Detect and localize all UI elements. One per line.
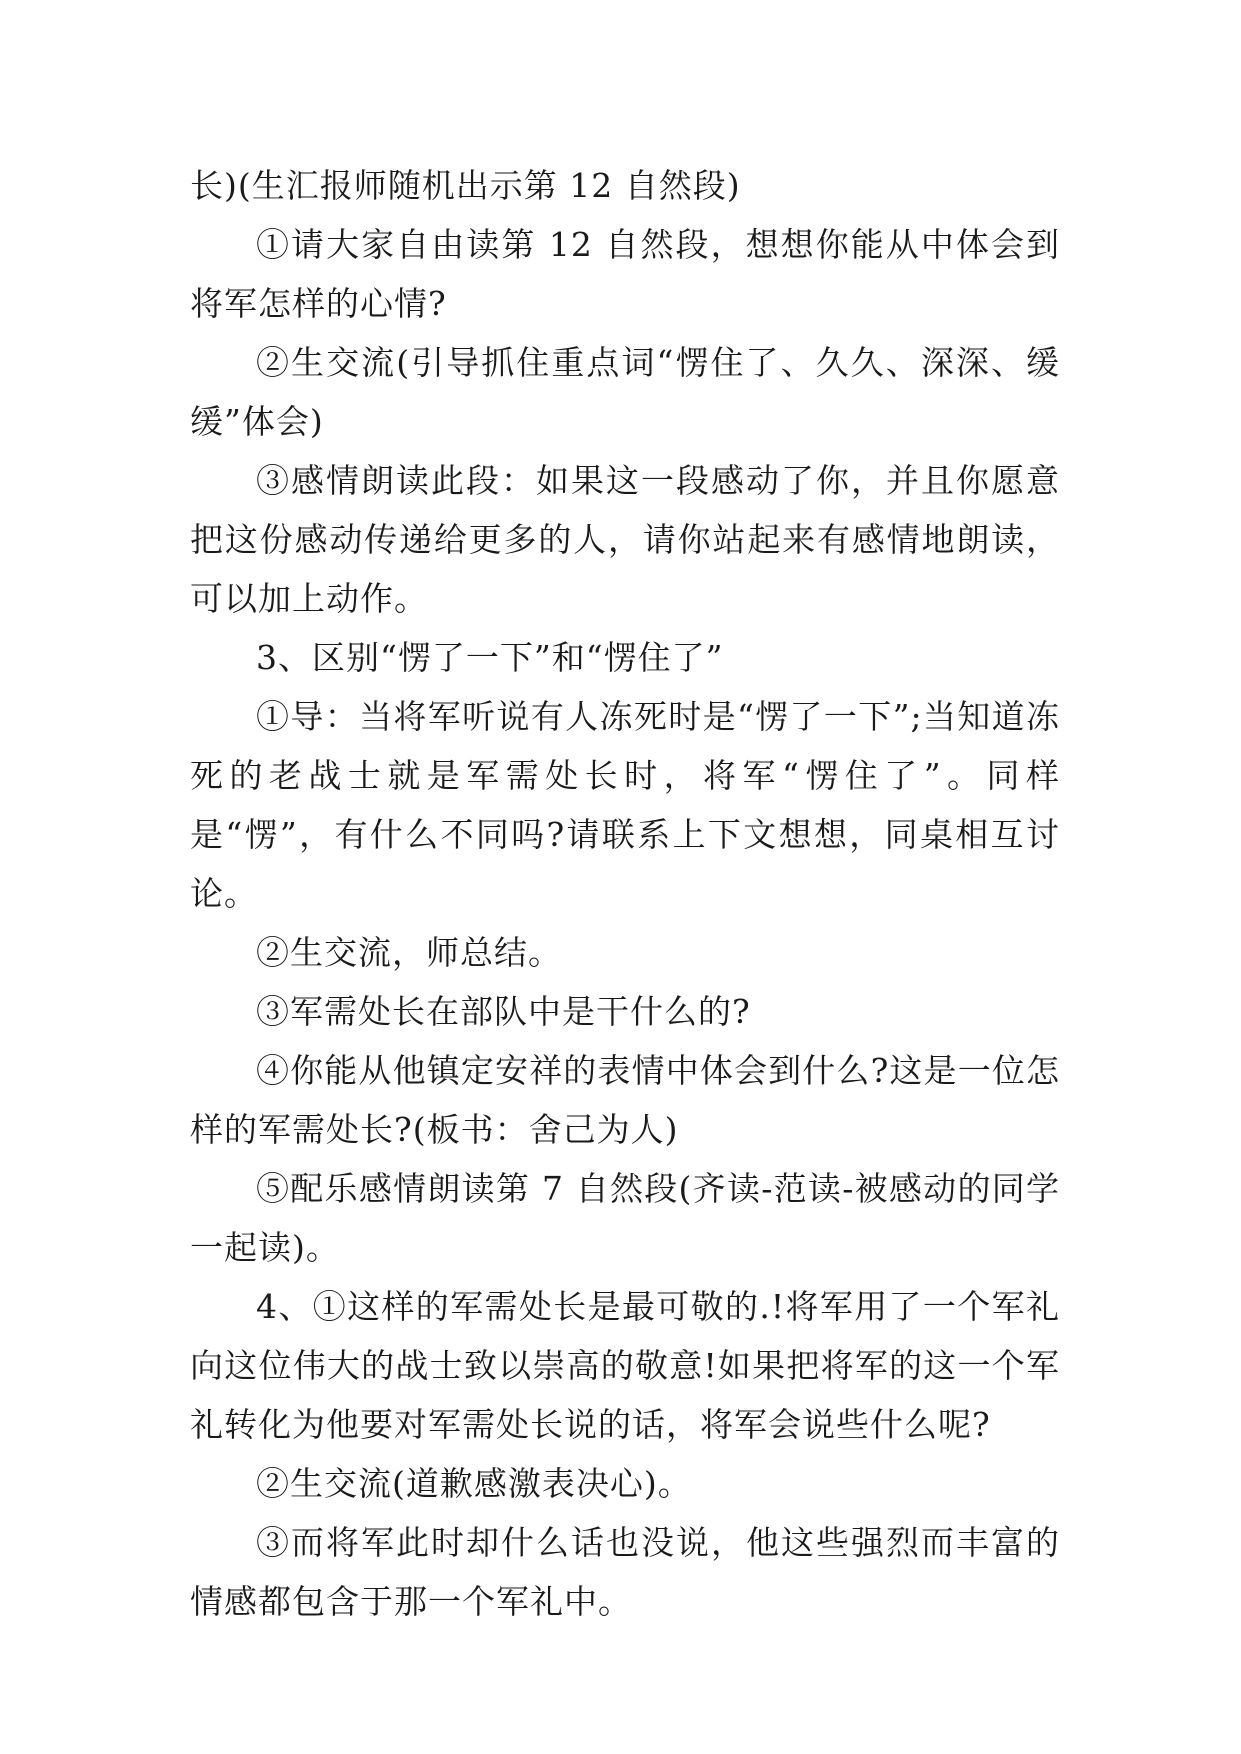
paragraph-exchange: ②生交流(道歉感激表决心)。 [256,1464,692,1503]
document-body [190,156,1060,1631]
paragraph-reflection: ④你能从他镇定安祥的表情中体会到什么?这是一位怎样的军需处长?(板书：舍己为人) [190,1051,1060,1149]
paragraph-step-2: ②生交流(引导抓住重点词“愣住了、久久、深深、缓缓”体会) [190,343,1060,441]
section-heading-3: 3、区别“愣了一下”和“愣住了” [256,638,724,677]
paragraph-discussion: ②生交流，师总结。 [256,933,562,972]
paragraph-guide: ①导：当将军听说有人冻死时是“愣了一下”;当知道冻死的老战士就是军需处长时，将军“愣住了”。同样是“愣”，有什么不同吗?请联系上下文想想，同桌相互讨论。 [190,697,1060,913]
section-heading-4: 4、①这样的军需处长是最可敬的.!将军用了一个军礼向这位伟大的战士致以崇高的敬意!如果把将军的这一个军礼转化为他要对军需处长说的话，将军会说些什么呢? [190,1287,1060,1444]
paragraph-conclusion: ③而将军此时却什么话也没说，他这些强烈而丰富的情感都包含于那一个军礼中。 [190,1523,1060,1621]
paragraph-continuation: 长)(生汇报师随机出示第 12 自然段) [190,166,741,205]
paragraph-reading: ⑤配乐感情朗读第 7 自然段(齐读-范读-被感动的同学一起读)。 [190,1169,1060,1267]
paragraph-step-3: ③感情朗读此段：如果这一段感动了你，并且你愿意把这份感动传递给更多的人，请你站起来有感情地朗读，可以加上动作。 [190,461,1060,618]
paragraph-question: ③军需处长在部队中是干什么的? [256,992,751,1031]
paragraph-step-1: ①请大家自由读第 12 自然段，想想你能从中体会到将军怎样的心情? [190,225,1060,323]
